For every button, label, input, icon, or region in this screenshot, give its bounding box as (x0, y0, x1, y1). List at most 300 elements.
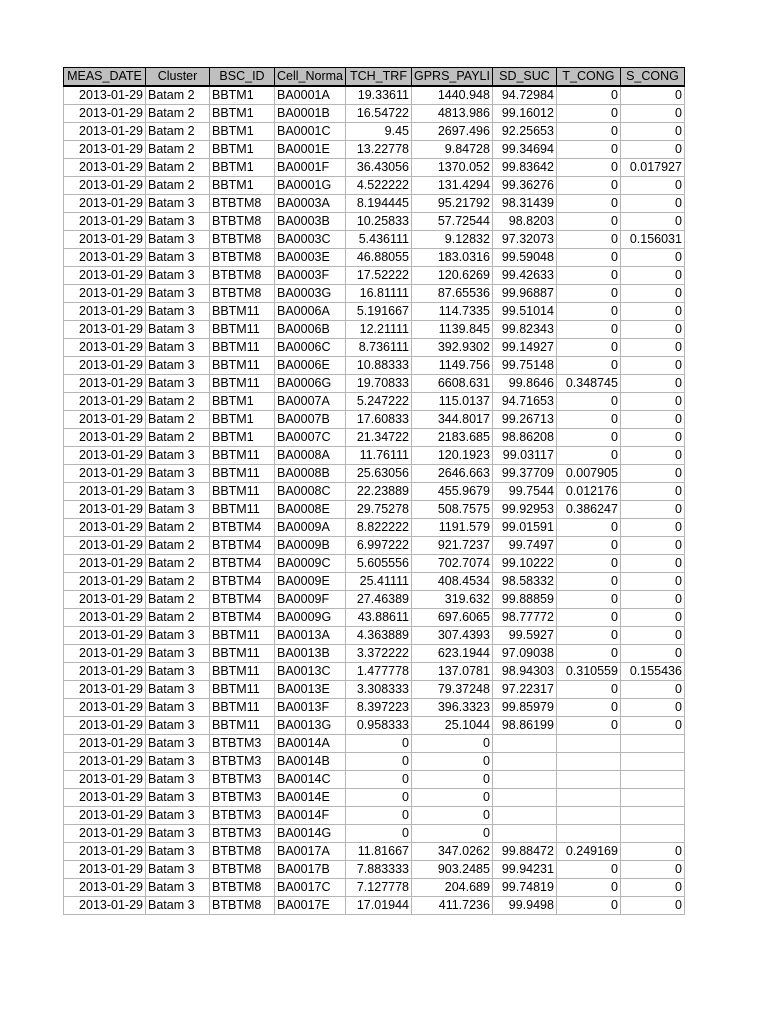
table-cell[interactable]: 7.127778 (346, 879, 412, 897)
table-cell[interactable]: 17.52222 (346, 267, 412, 285)
table-cell[interactable]: Batam 3 (146, 663, 210, 681)
table-cell[interactable]: 99.5927 (492, 627, 556, 645)
table-cell[interactable]: 0 (556, 393, 620, 411)
table-cell[interactable]: 0.156031 (620, 231, 684, 249)
table-cell[interactable]: BA0006B (275, 321, 346, 339)
table-cell[interactable]: 0 (556, 267, 620, 285)
table-cell[interactable]: BA0001G (275, 177, 346, 195)
table-cell[interactable]: 99.01591 (492, 519, 556, 537)
table-cell[interactable]: BA0009C (275, 555, 346, 573)
table-cell[interactable]: 4.522222 (346, 177, 412, 195)
table-cell[interactable]: 0 (556, 195, 620, 213)
table-cell[interactable]: 0 (620, 447, 684, 465)
table-cell[interactable] (556, 807, 620, 825)
table-cell[interactable] (556, 825, 620, 843)
table-cell[interactable]: 0 (556, 159, 620, 177)
table-cell[interactable]: BTBTM8 (210, 861, 275, 879)
table-cell[interactable]: 2013-01-29 (64, 141, 146, 159)
table-cell[interactable]: 0 (620, 465, 684, 483)
table-cell[interactable]: BTBTM4 (210, 573, 275, 591)
table-cell[interactable]: 98.77772 (492, 609, 556, 627)
table-cell[interactable] (492, 789, 556, 807)
table-cell[interactable]: 2013-01-29 (64, 159, 146, 177)
table-cell[interactable]: 19.70833 (346, 375, 412, 393)
table-cell[interactable]: 21.34722 (346, 429, 412, 447)
table-cell[interactable]: Batam 3 (146, 321, 210, 339)
table-cell[interactable]: Batam 3 (146, 861, 210, 879)
table-cell[interactable]: BTBTM8 (210, 897, 275, 915)
table-cell[interactable]: 0.155436 (620, 663, 684, 681)
table-cell[interactable]: BA0013G (275, 717, 346, 735)
table-cell[interactable]: 25.1044 (412, 717, 493, 735)
table-cell[interactable]: 508.7575 (412, 501, 493, 519)
table-cell[interactable] (492, 807, 556, 825)
table-cell[interactable]: BA0008E (275, 501, 346, 519)
table-cell[interactable]: BA0013E (275, 681, 346, 699)
table-cell[interactable]: 97.22317 (492, 681, 556, 699)
table-cell[interactable]: 0 (556, 285, 620, 303)
table-cell[interactable]: 0 (620, 267, 684, 285)
table-cell[interactable]: BA0009G (275, 609, 346, 627)
table-cell[interactable]: BBTM11 (210, 681, 275, 699)
table-cell[interactable]: 0 (556, 627, 620, 645)
table-cell[interactable]: 0 (620, 717, 684, 735)
table-cell[interactable]: 0 (556, 609, 620, 627)
table-cell[interactable]: 0 (620, 537, 684, 555)
table-cell[interactable]: 4813.986 (412, 105, 493, 123)
table-cell[interactable]: 0 (412, 753, 493, 771)
table-cell[interactable]: BBTM11 (210, 321, 275, 339)
table-cell[interactable]: BA0006G (275, 375, 346, 393)
table-cell[interactable]: 0 (556, 717, 620, 735)
table-cell[interactable]: 0 (620, 195, 684, 213)
table-cell[interactable]: 0 (556, 105, 620, 123)
table-cell[interactable]: 0 (556, 591, 620, 609)
table-cell[interactable]: BA0017A (275, 843, 346, 861)
table-cell[interactable]: 0 (620, 879, 684, 897)
table-cell[interactable]: Batam 3 (146, 789, 210, 807)
table-cell[interactable]: 6.997222 (346, 537, 412, 555)
table-cell[interactable]: BTBTM8 (210, 285, 275, 303)
table-cell[interactable]: 2013-01-29 (64, 249, 146, 267)
table-cell[interactable]: 17.60833 (346, 411, 412, 429)
table-cell[interactable]: 99.83642 (492, 159, 556, 177)
table-cell[interactable]: 0 (556, 897, 620, 915)
table-cell[interactable]: 0 (620, 681, 684, 699)
table-cell[interactable]: BBTM1 (210, 159, 275, 177)
table-cell[interactable]: BTBTM3 (210, 825, 275, 843)
table-cell[interactable]: 99.96887 (492, 285, 556, 303)
table-cell[interactable]: BA0003G (275, 285, 346, 303)
table-cell[interactable]: 344.8017 (412, 411, 493, 429)
table-cell[interactable]: 0 (620, 645, 684, 663)
table-cell[interactable]: BA0013B (275, 645, 346, 663)
table-cell[interactable]: 114.7335 (412, 303, 493, 321)
table-cell[interactable]: 2013-01-29 (64, 771, 146, 789)
table-cell[interactable]: 0 (620, 411, 684, 429)
table-cell[interactable]: 10.88333 (346, 357, 412, 375)
table-cell[interactable]: 2013-01-29 (64, 537, 146, 555)
table-cell[interactable]: 0 (412, 735, 493, 753)
table-cell[interactable]: BTBTM4 (210, 555, 275, 573)
table-cell[interactable]: BA0001E (275, 141, 346, 159)
table-cell[interactable]: 87.65536 (412, 285, 493, 303)
table-cell[interactable]: BTBTM8 (210, 843, 275, 861)
table-cell[interactable]: 2013-01-29 (64, 429, 146, 447)
table-cell[interactable]: 2013-01-29 (64, 393, 146, 411)
table-cell[interactable]: Batam 2 (146, 573, 210, 591)
table-cell[interactable]: Batam 2 (146, 393, 210, 411)
table-cell[interactable]: BA0006C (275, 339, 346, 357)
table-cell[interactable]: 94.72984 (492, 86, 556, 105)
table-cell[interactable]: 120.1923 (412, 447, 493, 465)
table-cell[interactable]: 9.45 (346, 123, 412, 141)
table-cell[interactable]: Batam 3 (146, 699, 210, 717)
table-cell[interactable]: 99.9498 (492, 897, 556, 915)
table-cell[interactable]: 43.88611 (346, 609, 412, 627)
table-cell[interactable]: BTBTM3 (210, 789, 275, 807)
table-cell[interactable]: 1149.756 (412, 357, 493, 375)
table-cell[interactable]: 0 (346, 771, 412, 789)
column-header[interactable]: BSC_ID (210, 68, 275, 87)
table-cell[interactable]: 8.736111 (346, 339, 412, 357)
table-cell[interactable]: BA0017B (275, 861, 346, 879)
table-cell[interactable]: 0 (620, 141, 684, 159)
table-cell[interactable] (620, 771, 684, 789)
table-cell[interactable]: BTBTM4 (210, 537, 275, 555)
column-header[interactable]: S_CONG (620, 68, 684, 87)
table-cell[interactable]: BBTM1 (210, 393, 275, 411)
table-cell[interactable]: BTBTM3 (210, 807, 275, 825)
table-cell[interactable]: 2013-01-29 (64, 105, 146, 123)
table-cell[interactable]: Batam 2 (146, 141, 210, 159)
table-cell[interactable]: 0 (346, 735, 412, 753)
table-cell[interactable]: 0 (556, 303, 620, 321)
table-cell[interactable]: BA0009A (275, 519, 346, 537)
column-header[interactable]: SD_SUC (492, 68, 556, 87)
table-cell[interactable]: Batam 3 (146, 447, 210, 465)
table-cell[interactable]: 2013-01-29 (64, 627, 146, 645)
table-cell[interactable]: 0.012176 (556, 483, 620, 501)
table-cell[interactable]: BA0006A (275, 303, 346, 321)
table-cell[interactable]: 57.72544 (412, 213, 493, 231)
table-cell[interactable]: 0 (620, 591, 684, 609)
table-cell[interactable]: 0 (346, 789, 412, 807)
table-cell[interactable]: BA0003B (275, 213, 346, 231)
table-cell[interactable]: 0.249169 (556, 843, 620, 861)
table-cell[interactable]: BA0007C (275, 429, 346, 447)
table-cell[interactable]: Batam 3 (146, 465, 210, 483)
table-cell[interactable]: Batam 3 (146, 681, 210, 699)
table-cell[interactable]: Batam 3 (146, 825, 210, 843)
table-cell[interactable]: 99.14927 (492, 339, 556, 357)
column-header[interactable]: MEAS_DATE (64, 68, 146, 87)
table-cell[interactable]: Batam 3 (146, 771, 210, 789)
table-cell[interactable]: Batam 2 (146, 105, 210, 123)
table-cell[interactable]: 0 (556, 537, 620, 555)
table-cell[interactable] (620, 753, 684, 771)
table-cell[interactable]: Batam 2 (146, 123, 210, 141)
table-cell[interactable]: Batam 2 (146, 86, 210, 105)
table-cell[interactable]: BTBTM8 (210, 231, 275, 249)
table-cell[interactable]: 99.03117 (492, 447, 556, 465)
table-cell[interactable]: 3.372222 (346, 645, 412, 663)
table-cell[interactable]: 0 (346, 825, 412, 843)
table-cell[interactable]: 8.822222 (346, 519, 412, 537)
table-cell[interactable]: 0 (412, 807, 493, 825)
table-cell[interactable]: 99.85979 (492, 699, 556, 717)
table-cell[interactable]: Batam 2 (146, 411, 210, 429)
table-cell[interactable]: 0 (620, 627, 684, 645)
table-cell[interactable]: BBTM1 (210, 105, 275, 123)
table-cell[interactable]: 0 (620, 249, 684, 267)
table-cell[interactable]: 22.23889 (346, 483, 412, 501)
table-cell[interactable]: 2013-01-29 (64, 483, 146, 501)
table-cell[interactable]: 204.689 (412, 879, 493, 897)
table-cell[interactable]: BA0008C (275, 483, 346, 501)
table-cell[interactable]: BA0006E (275, 357, 346, 375)
table-cell[interactable]: 0 (412, 771, 493, 789)
table-cell[interactable]: 2013-01-29 (64, 555, 146, 573)
table-cell[interactable] (492, 735, 556, 753)
table-cell[interactable]: Batam 3 (146, 357, 210, 375)
table-cell[interactable]: BBTM11 (210, 375, 275, 393)
table-cell[interactable]: Batam 3 (146, 807, 210, 825)
table-cell[interactable]: 0 (620, 483, 684, 501)
table-cell[interactable]: 0 (556, 879, 620, 897)
table-cell[interactable]: BA0009E (275, 573, 346, 591)
table-cell[interactable]: 99.10222 (492, 555, 556, 573)
table-cell[interactable]: 0 (556, 429, 620, 447)
table-cell[interactable]: Batam 3 (146, 843, 210, 861)
table-cell[interactable]: 6608.631 (412, 375, 493, 393)
table-cell[interactable]: 0 (556, 339, 620, 357)
table-cell[interactable]: 0 (620, 429, 684, 447)
table-cell[interactable]: Batam 2 (146, 159, 210, 177)
table-cell[interactable]: 120.6269 (412, 267, 493, 285)
table-cell[interactable]: 115.0137 (412, 393, 493, 411)
table-cell[interactable]: BA0014G (275, 825, 346, 843)
table-cell[interactable]: Batam 3 (146, 627, 210, 645)
table-cell[interactable]: 2013-01-29 (64, 285, 146, 303)
table-cell[interactable]: 2013-01-29 (64, 879, 146, 897)
table-cell[interactable]: 16.54722 (346, 105, 412, 123)
table-cell[interactable]: 98.86208 (492, 429, 556, 447)
table-cell[interactable]: 2013-01-29 (64, 789, 146, 807)
table-cell[interactable]: 36.43056 (346, 159, 412, 177)
table-cell[interactable]: 99.8646 (492, 375, 556, 393)
table-cell[interactable]: 99.51014 (492, 303, 556, 321)
table-cell[interactable]: BA0001A (275, 86, 346, 105)
table-cell[interactable]: BBTM11 (210, 627, 275, 645)
table-cell[interactable]: BA0014F (275, 807, 346, 825)
table-cell[interactable]: 8.194445 (346, 195, 412, 213)
table-cell[interactable]: 0 (620, 123, 684, 141)
table-cell[interactable]: 99.59048 (492, 249, 556, 267)
table-cell[interactable]: 0.958333 (346, 717, 412, 735)
table-cell[interactable]: 92.25653 (492, 123, 556, 141)
table-cell[interactable]: BA0009F (275, 591, 346, 609)
table-cell[interactable]: Batam 2 (146, 555, 210, 573)
table-cell[interactable]: 12.21111 (346, 321, 412, 339)
table-cell[interactable]: 25.63056 (346, 465, 412, 483)
table-cell[interactable]: 1191.579 (412, 519, 493, 537)
table-cell[interactable]: BBTM11 (210, 303, 275, 321)
table-cell[interactable]: 2013-01-29 (64, 501, 146, 519)
table-cell[interactable]: BA0017C (275, 879, 346, 897)
table-cell[interactable]: 0 (346, 807, 412, 825)
table-cell[interactable]: 1139.845 (412, 321, 493, 339)
table-cell[interactable]: 1.477778 (346, 663, 412, 681)
table-cell[interactable]: 392.9302 (412, 339, 493, 357)
table-cell[interactable]: 9.84728 (412, 141, 493, 159)
table-cell[interactable]: 697.6065 (412, 609, 493, 627)
table-cell[interactable]: 2013-01-29 (64, 447, 146, 465)
table-cell[interactable]: 5.436111 (346, 231, 412, 249)
table-cell[interactable]: BTBTM8 (210, 249, 275, 267)
table-cell[interactable]: 0 (620, 321, 684, 339)
table-cell[interactable]: 2013-01-29 (64, 735, 146, 753)
table-cell[interactable]: 411.7236 (412, 897, 493, 915)
table-cell[interactable]: 2013-01-29 (64, 231, 146, 249)
table-cell[interactable]: 0 (620, 357, 684, 375)
table-cell[interactable]: Batam 3 (146, 267, 210, 285)
table-cell[interactable]: 79.37248 (412, 681, 493, 699)
table-cell[interactable] (492, 825, 556, 843)
table-cell[interactable]: BA0017E (275, 897, 346, 915)
table-cell[interactable]: 0 (556, 699, 620, 717)
table-cell[interactable]: 0 (556, 249, 620, 267)
table-cell[interactable]: 2013-01-29 (64, 267, 146, 285)
table-cell[interactable]: 455.9679 (412, 483, 493, 501)
table-cell[interactable]: BTBTM4 (210, 519, 275, 537)
table-cell[interactable]: 99.75148 (492, 357, 556, 375)
table-cell[interactable]: 17.01944 (346, 897, 412, 915)
table-cell[interactable]: 2013-01-29 (64, 339, 146, 357)
table-cell[interactable]: BA0014B (275, 753, 346, 771)
table-cell[interactable]: 99.42633 (492, 267, 556, 285)
table-cell[interactable]: BTBTM4 (210, 609, 275, 627)
table-cell[interactable]: Batam 2 (146, 591, 210, 609)
table-cell[interactable]: BA0013F (275, 699, 346, 717)
table-cell[interactable]: 2013-01-29 (64, 303, 146, 321)
table-cell[interactable] (492, 753, 556, 771)
table-cell[interactable]: 0 (620, 573, 684, 591)
table-cell[interactable]: BBTM11 (210, 465, 275, 483)
table-cell[interactable]: BA0007B (275, 411, 346, 429)
table-cell[interactable]: 5.191667 (346, 303, 412, 321)
table-cell[interactable]: 0 (556, 357, 620, 375)
table-cell[interactable]: 25.41111 (346, 573, 412, 591)
table-cell[interactable]: 2013-01-29 (64, 717, 146, 735)
table-cell[interactable]: BBTM11 (210, 717, 275, 735)
table-cell[interactable]: 0 (556, 681, 620, 699)
table-cell[interactable]: 99.88472 (492, 843, 556, 861)
table-cell[interactable]: 29.75278 (346, 501, 412, 519)
table-cell[interactable]: 0 (620, 375, 684, 393)
table-cell[interactable]: 2013-01-29 (64, 519, 146, 537)
table-cell[interactable]: 2013-01-29 (64, 609, 146, 627)
table-cell[interactable]: 99.37709 (492, 465, 556, 483)
table-cell[interactable]: Batam 3 (146, 501, 210, 519)
table-cell[interactable]: BBTM11 (210, 699, 275, 717)
table-cell[interactable]: BA0013C (275, 663, 346, 681)
table-cell[interactable]: 98.58332 (492, 573, 556, 591)
table-cell[interactable]: BA0007A (275, 393, 346, 411)
table-cell[interactable]: BBTM1 (210, 86, 275, 105)
table-cell[interactable]: BA0013A (275, 627, 346, 645)
table-cell[interactable]: 0 (556, 123, 620, 141)
table-cell[interactable]: 347.0262 (412, 843, 493, 861)
table-cell[interactable]: 9.12832 (412, 231, 493, 249)
table-cell[interactable]: 99.7497 (492, 537, 556, 555)
table-cell[interactable]: BTBTM8 (210, 195, 275, 213)
table-cell[interactable]: 0 (412, 789, 493, 807)
table-cell[interactable]: Batam 2 (146, 609, 210, 627)
table-cell[interactable]: 0 (556, 141, 620, 159)
table-cell[interactable]: BA0001F (275, 159, 346, 177)
table-cell[interactable]: 2013-01-29 (64, 465, 146, 483)
table-cell[interactable]: 2013-01-29 (64, 213, 146, 231)
table-cell[interactable]: 99.16012 (492, 105, 556, 123)
table-cell[interactable]: BTBTM3 (210, 771, 275, 789)
table-cell[interactable]: 99.88859 (492, 591, 556, 609)
table-cell[interactable]: 2013-01-29 (64, 861, 146, 879)
table-cell[interactable]: 0 (412, 825, 493, 843)
table-cell[interactable]: 307.4393 (412, 627, 493, 645)
table-cell[interactable]: 0 (556, 231, 620, 249)
table-cell[interactable]: 183.0316 (412, 249, 493, 267)
table-cell[interactable]: 921.7237 (412, 537, 493, 555)
table-cell[interactable]: 98.8203 (492, 213, 556, 231)
column-header[interactable]: Cell_Norma (275, 68, 346, 87)
table-cell[interactable]: 8.397223 (346, 699, 412, 717)
table-cell[interactable]: 2013-01-29 (64, 825, 146, 843)
table-cell[interactable]: BTBTM4 (210, 591, 275, 609)
table-cell[interactable]: Batam 3 (146, 645, 210, 663)
table-cell[interactable]: 0 (556, 645, 620, 663)
table-cell[interactable]: 0 (556, 573, 620, 591)
table-cell[interactable]: 2013-01-29 (64, 573, 146, 591)
table-cell[interactable] (556, 771, 620, 789)
column-header[interactable]: TCH_TRF (346, 68, 412, 87)
table-cell[interactable]: BA0001B (275, 105, 346, 123)
table-cell[interactable]: BBTM11 (210, 483, 275, 501)
table-cell[interactable]: 98.31439 (492, 195, 556, 213)
table-cell[interactable]: 0.386247 (556, 501, 620, 519)
table-cell[interactable]: 11.76111 (346, 447, 412, 465)
table-cell[interactable]: 0 (556, 411, 620, 429)
table-cell[interactable]: 97.09038 (492, 645, 556, 663)
table-cell[interactable]: 2013-01-29 (64, 681, 146, 699)
table-cell[interactable]: 2013-01-29 (64, 591, 146, 609)
table-cell[interactable]: 0.310559 (556, 663, 620, 681)
table-cell[interactable]: Batam 3 (146, 249, 210, 267)
table-cell[interactable]: 0 (556, 555, 620, 573)
table-cell[interactable]: 2013-01-29 (64, 375, 146, 393)
table-cell[interactable]: BTBTM3 (210, 735, 275, 753)
table-cell[interactable]: 396.3323 (412, 699, 493, 717)
table-cell[interactable]: Batam 3 (146, 483, 210, 501)
table-cell[interactable] (556, 789, 620, 807)
table-cell[interactable]: 131.4294 (412, 177, 493, 195)
table-cell[interactable]: 97.32073 (492, 231, 556, 249)
table-cell[interactable]: 0 (620, 897, 684, 915)
table-cell[interactable]: BA0009B (275, 537, 346, 555)
table-cell[interactable]: BA0003C (275, 231, 346, 249)
table-cell[interactable]: 10.25833 (346, 213, 412, 231)
table-cell[interactable]: 2013-01-29 (64, 663, 146, 681)
